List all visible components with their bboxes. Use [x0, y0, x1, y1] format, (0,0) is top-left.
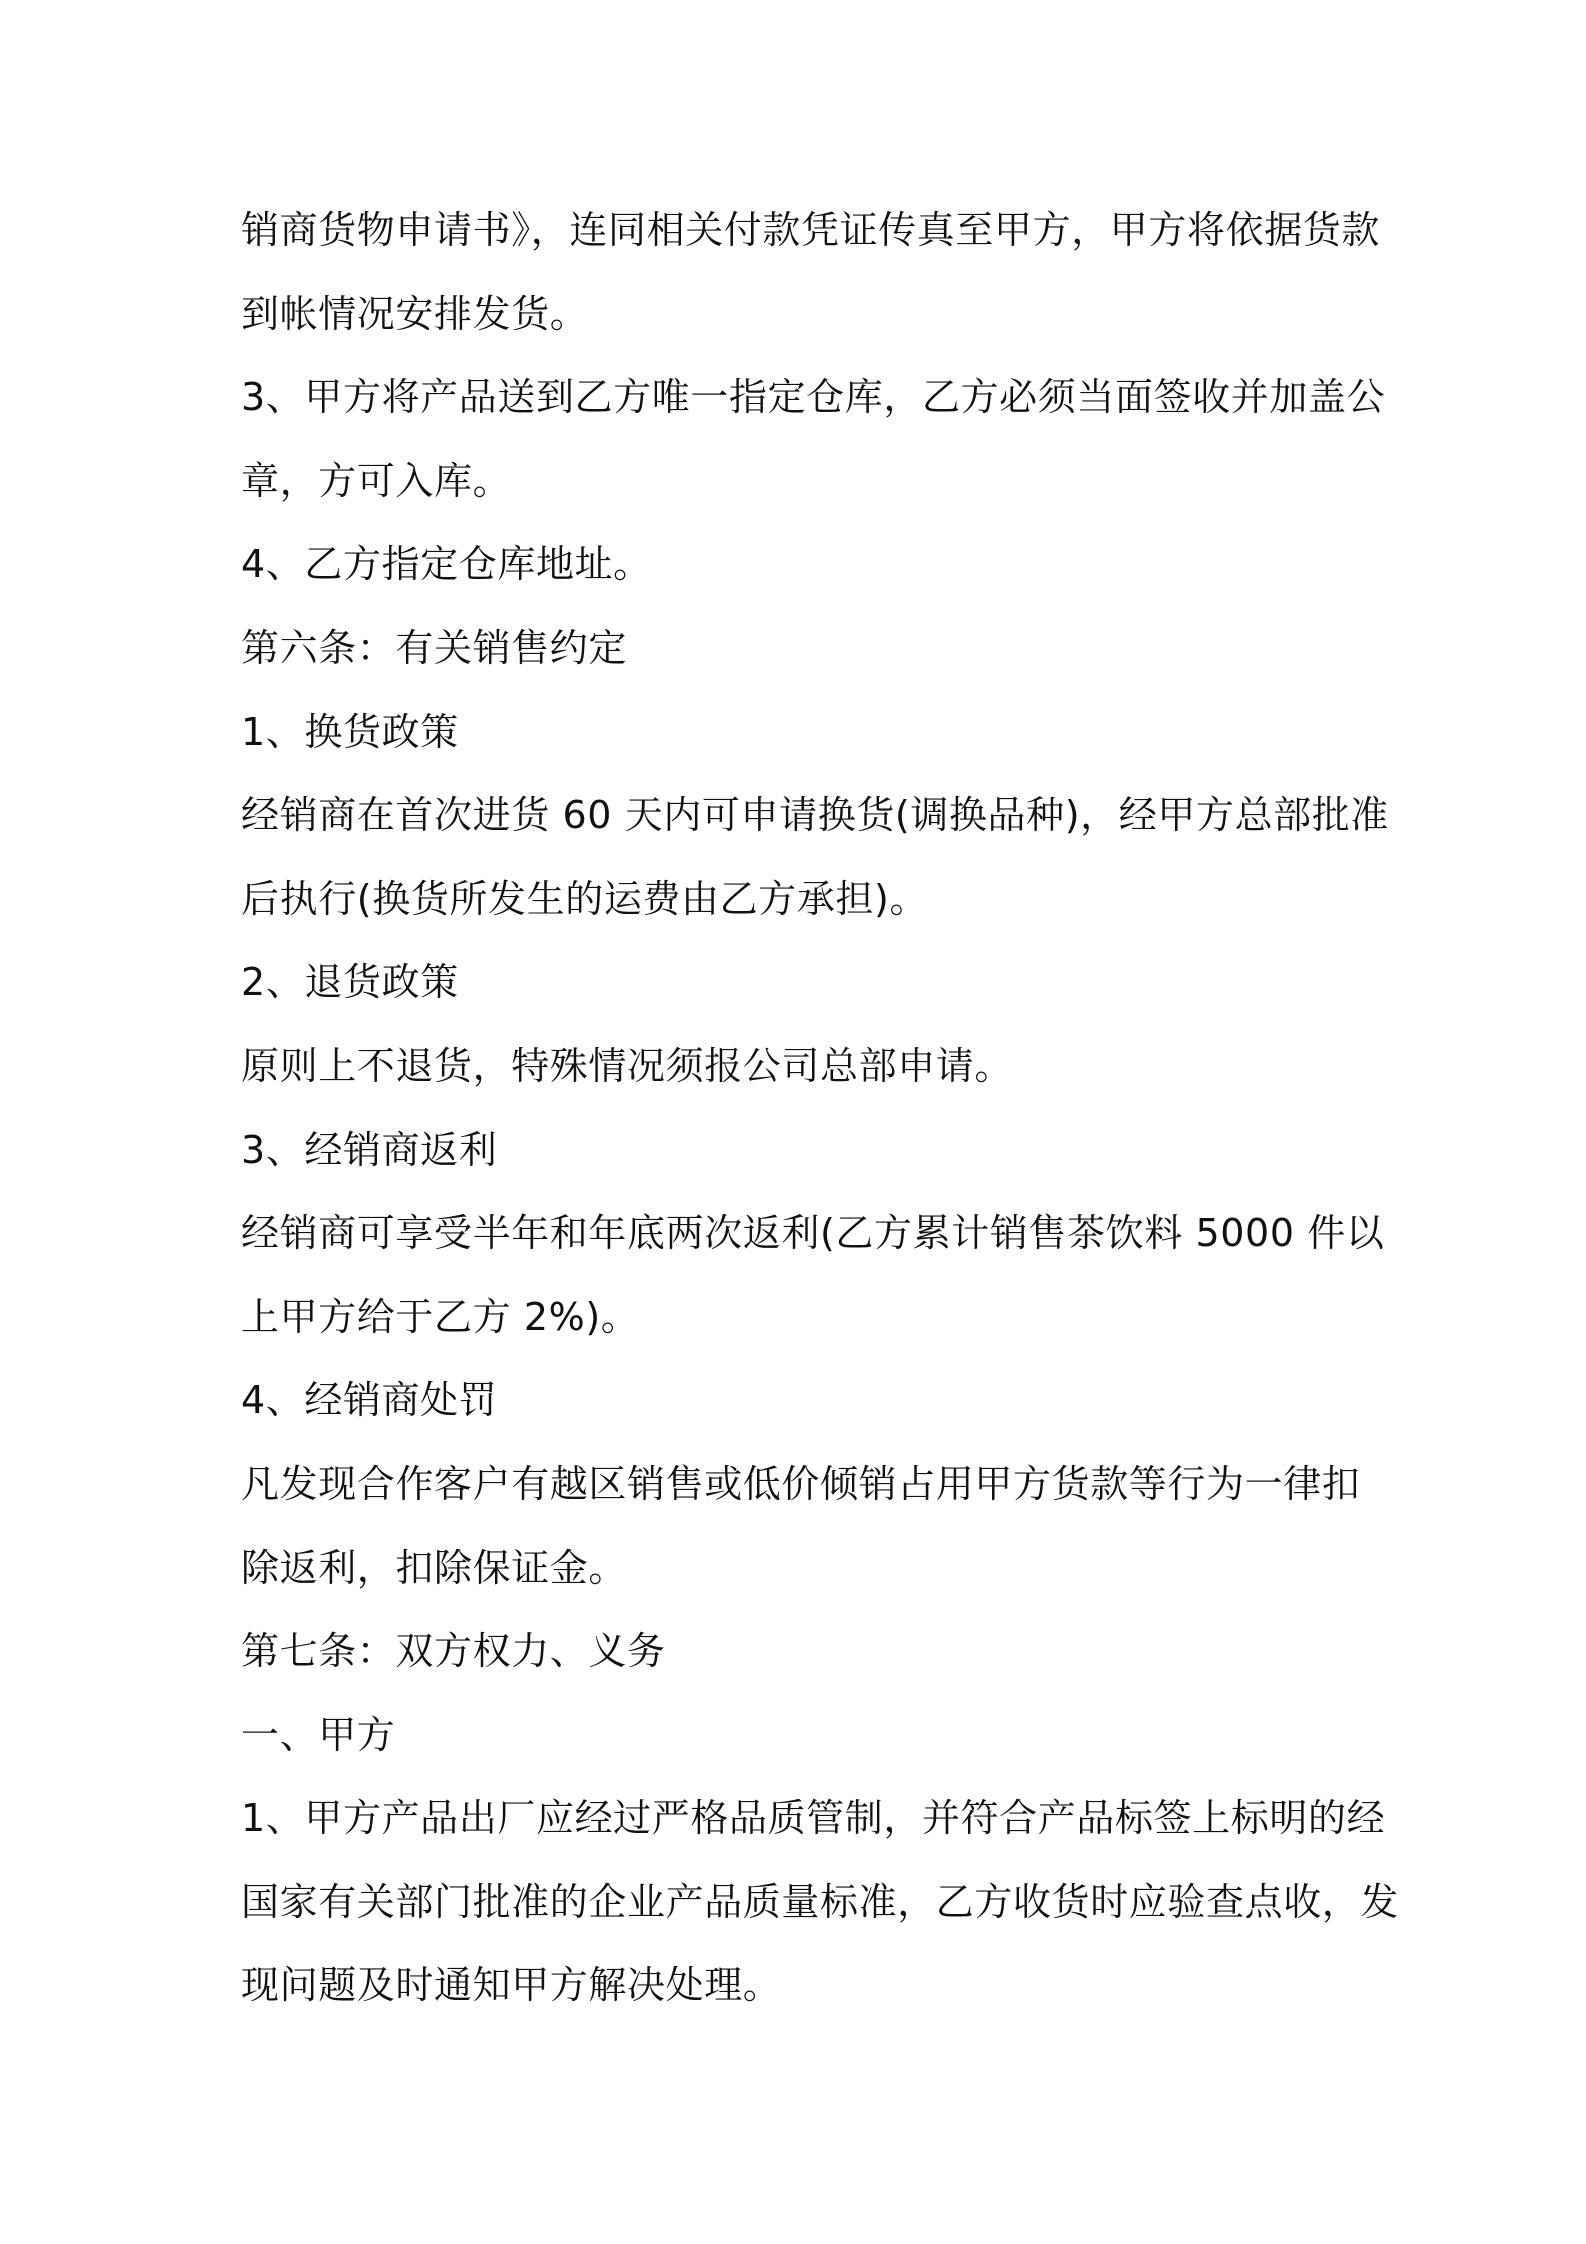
text-line: 4、乙方指定仓库地址。: [241, 542, 652, 587]
section-heading: 第六条：有关销售约定: [241, 625, 628, 670]
text-line: 凡发现合作客户有越区销售或低价倾销占用甲方货款等行为一律扣: [241, 1461, 1361, 1506]
section-heading: 第七条：双方权力、义务: [241, 1629, 666, 1674]
subsection-heading: 1、换货政策: [241, 709, 459, 754]
subsection-heading: 4、经销商处罚: [241, 1378, 498, 1423]
subsection-heading: 3、经销商返利: [241, 1127, 498, 1172]
text-line: 销商货物申请书》，连同相关付款凭证传真至甲方，甲方将依据货款: [241, 208, 1381, 252]
document-body: [241, 198, 1400, 2037]
text-line: 到帐情况安排发货。: [241, 291, 589, 336]
subsection-heading: 2、退货政策: [241, 960, 459, 1005]
text-line: 现问题及时通知甲方解决处理。: [241, 1963, 782, 2008]
text-line: 国家有关部门批准的企业产品质量标准，乙方收货时应验查点收，发: [241, 1879, 1400, 1924]
text-line: 除返利，扣除保证金。: [241, 1545, 628, 1590]
text-line: 上甲方给于乙方 2%)。: [241, 1294, 640, 1339]
text-line: 后执行(换货所发生的运费由乙方承担)。: [241, 876, 929, 921]
text-line: 1、甲方产品出厂应经过严格品质管制，并符合产品标签上标明的经: [241, 1796, 1386, 1841]
text-line: 原则上不退货，特殊情况须报公司总部申请。: [241, 1043, 1014, 1088]
subsection-heading: 一、甲方: [241, 1712, 396, 1757]
text-line: 章，方可入库。: [241, 458, 512, 503]
text-line: 3、甲方将产品送到乙方唯一指定仓库，乙方必须当面签收并加盖公: [241, 375, 1386, 420]
text-line: 经销商在首次进货 60 天内可申请换货(调换品种)，经甲方总部批准: [241, 793, 1389, 838]
text-line: 经销商可享受半年和年底两次返利(乙方累计销售茶饮料 5000 件以: [241, 1211, 1385, 1256]
